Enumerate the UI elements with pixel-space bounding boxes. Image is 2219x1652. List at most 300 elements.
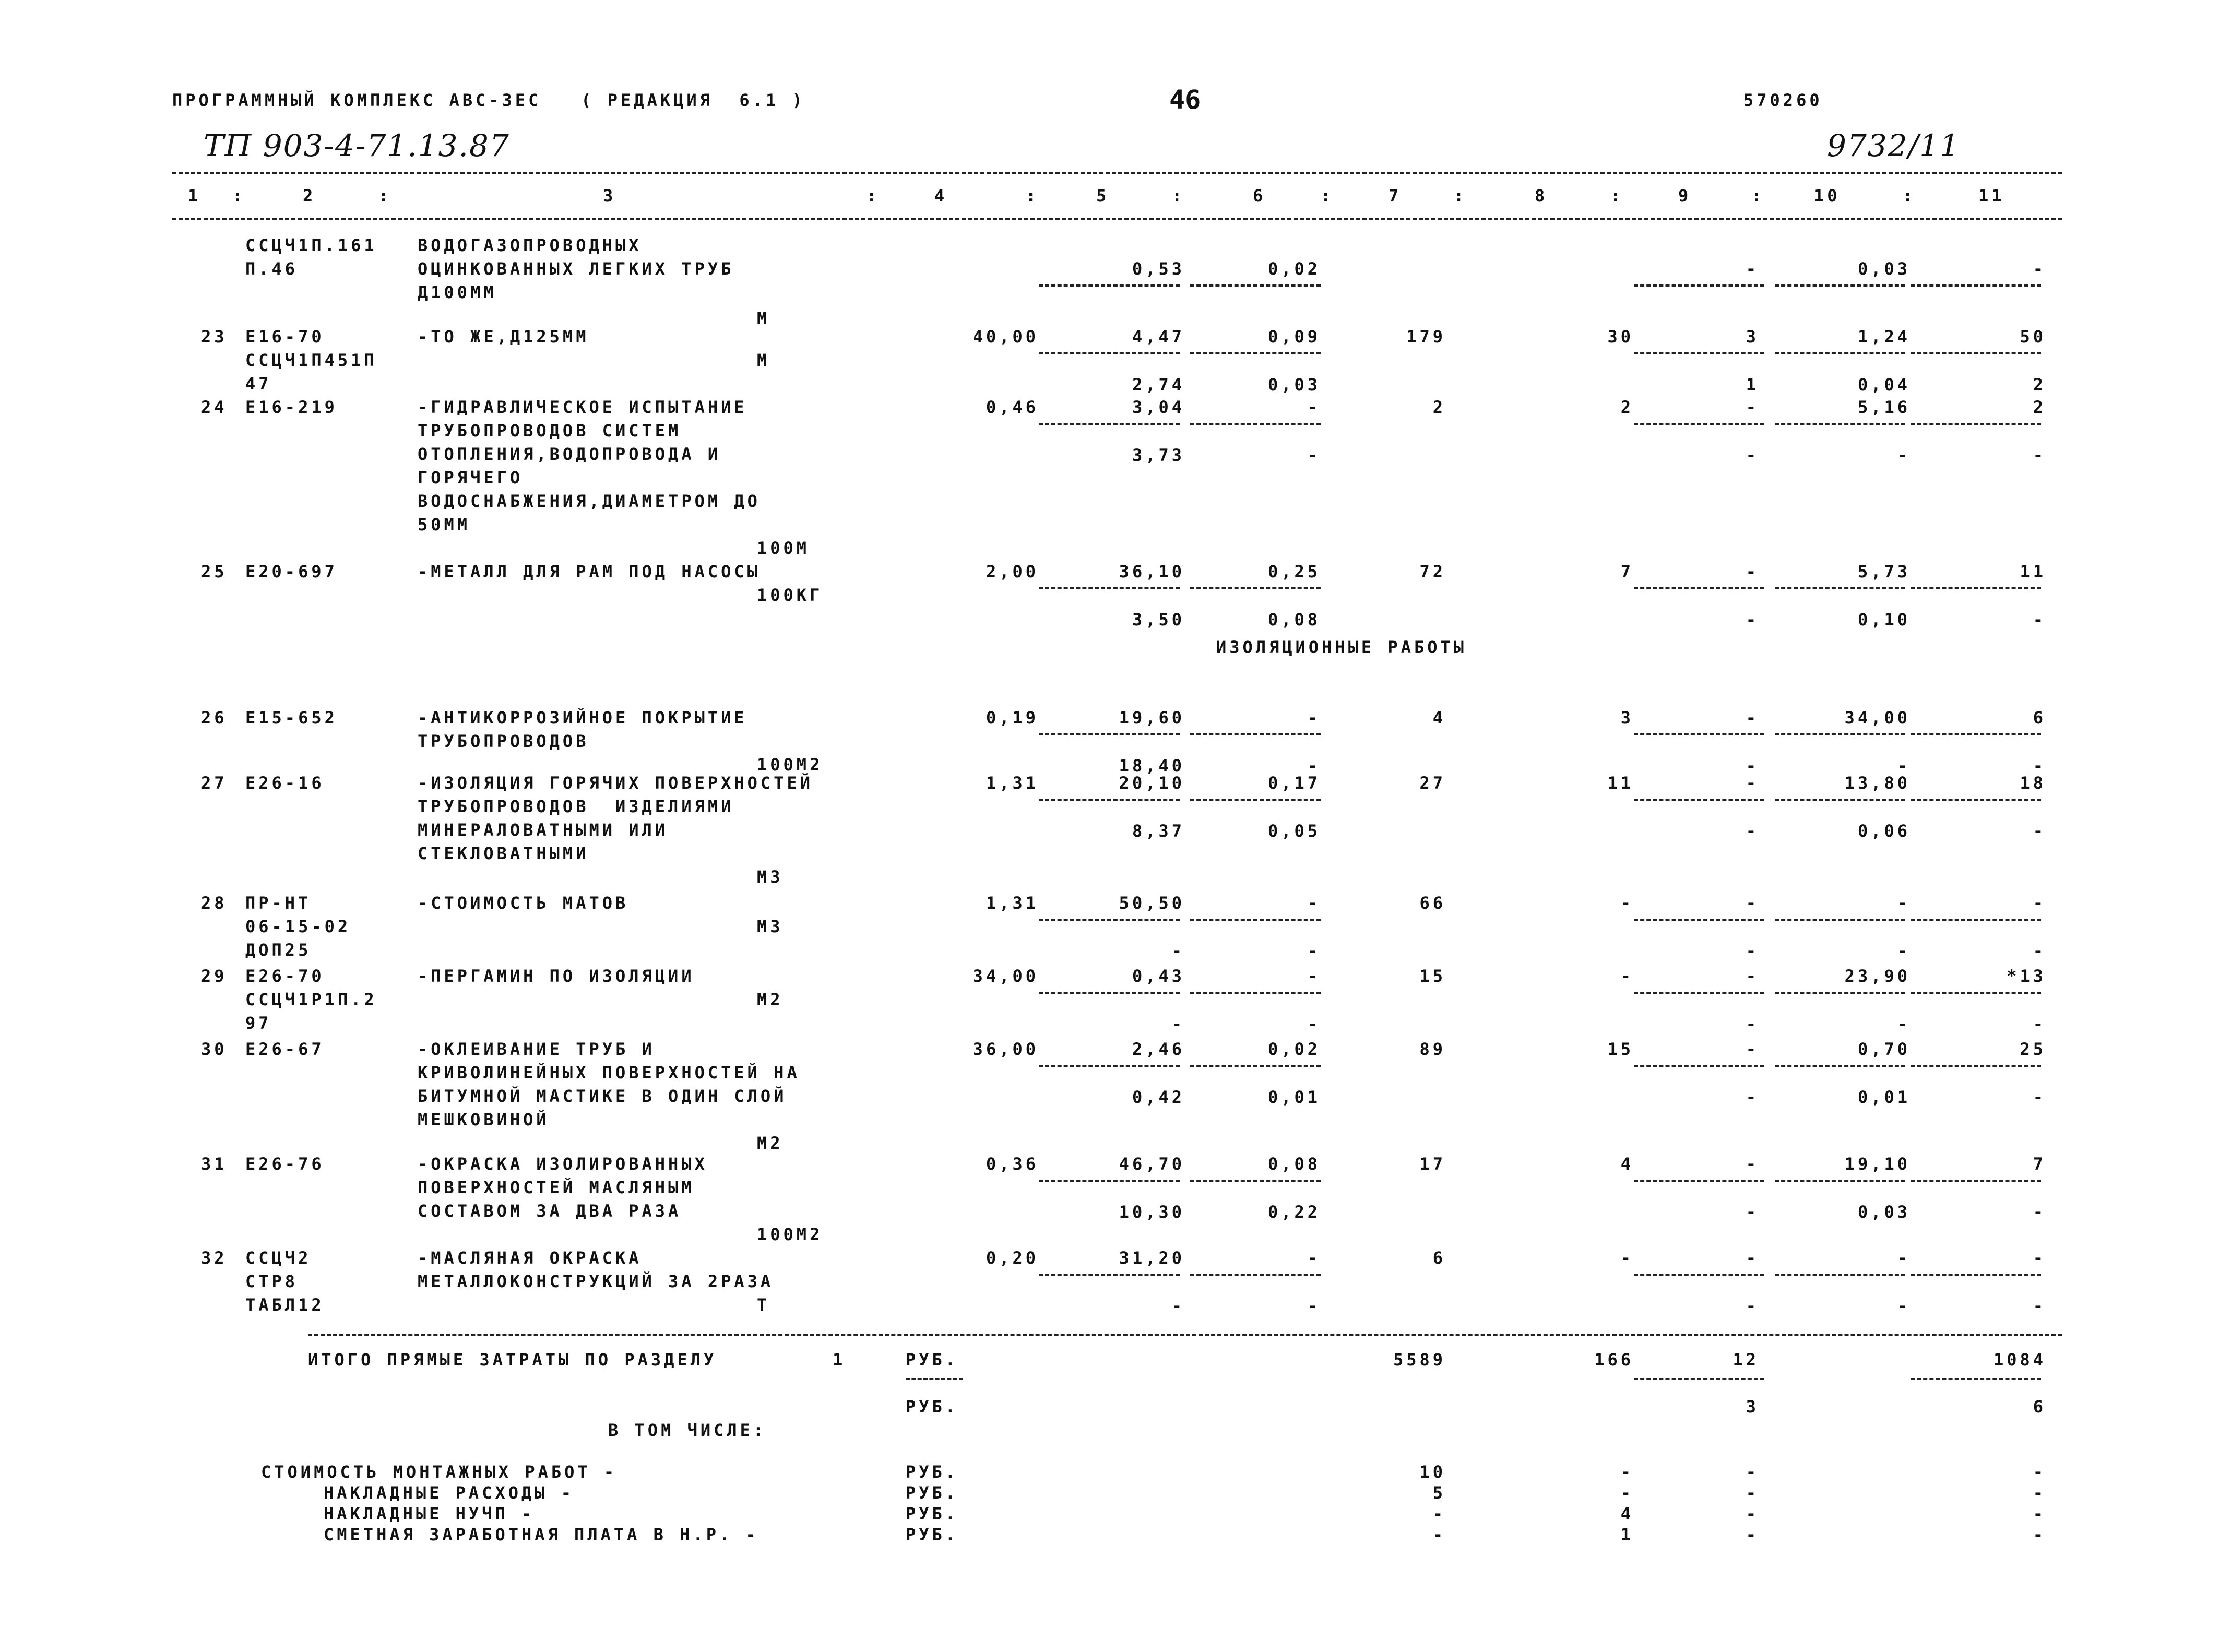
row-col11-rule <box>1911 799 2041 801</box>
row-col11-rule <box>1911 423 2041 425</box>
row-sub-c5: - <box>1171 1014 1185 1034</box>
summary-unit: РУБ. <box>906 1525 959 1544</box>
row-c4: 40,00 <box>972 327 1039 347</box>
row-c5: 0,53 <box>1132 259 1185 279</box>
row-description: -ТО ЖЕ,Д125ММ <box>418 327 589 347</box>
row-col10-rule <box>1775 1065 1905 1067</box>
row-col6-rule <box>1190 423 1321 425</box>
column-header-cell: 11 <box>1978 186 2005 206</box>
row-unit: 100М2 <box>757 1225 823 1244</box>
row-code: Е26-16 <box>245 773 325 793</box>
row-col10-rule <box>1775 919 1905 921</box>
row-description: -ПЕРГАМИН ПО ИЗОЛЯЦИИ <box>418 966 695 986</box>
row-c6: - <box>1307 966 1321 986</box>
row-c6: - <box>1307 893 1321 913</box>
row-c11: 25 <box>2020 1039 2046 1059</box>
row-col10-rule <box>1775 587 1905 589</box>
row-c9: 3 <box>1746 327 1759 347</box>
row-sub-c10: 0,06 <box>1857 821 1911 841</box>
summary-col11: - <box>2033 1504 2046 1524</box>
row-c9: - <box>1746 893 1759 913</box>
row-code: ССЦЧ2 <box>245 1248 312 1268</box>
row-number: 30 <box>201 1039 228 1059</box>
summary-col11: - <box>2033 1525 2046 1544</box>
row-c7: 15 <box>1419 966 1446 986</box>
row-c11: 50 <box>2020 327 2046 347</box>
row-sub-c9: 1 <box>1746 375 1759 395</box>
row-col6-rule <box>1190 587 1321 589</box>
summary-col7: - <box>1432 1525 1446 1544</box>
row-c10: 5,16 <box>1857 397 1911 417</box>
row-description: ВОДОГАЗОПРОВОДНЫХ <box>418 235 642 255</box>
row-sub-c11: - <box>2033 941 2046 961</box>
row-sub-c10: - <box>1897 756 1911 776</box>
row-c7: 2 <box>1432 397 1446 417</box>
row-sub-c5: 10,30 <box>1119 1202 1185 1222</box>
row-description: МЕШКОВИНОЙ <box>418 1110 550 1130</box>
including-label: В ТОМ ЧИСЛЕ: <box>608 1420 767 1440</box>
totals-unit-rule <box>906 1378 963 1380</box>
row-col5-rule <box>1039 992 1180 994</box>
column-header-cell: 1 <box>188 186 201 206</box>
totals-col8: 166 <box>1594 1350 1634 1370</box>
row-number: 23 <box>201 327 228 347</box>
row-sub-c11: - <box>2033 610 2046 629</box>
row-col9-rule <box>1634 1180 1764 1182</box>
summary-label: СМЕТНАЯ ЗАРАБОТНАЯ ПЛАТА В Н.Р. - <box>324 1525 759 1544</box>
row-number: 27 <box>201 773 228 793</box>
row-c4: 34,00 <box>972 966 1039 986</box>
row-description: СОСТАВОМ ЗА ДВА РАЗА <box>418 1201 682 1221</box>
row-code: ССЦЧ1П451П <box>245 350 377 370</box>
row-c7: 17 <box>1419 1154 1446 1174</box>
row-description: КРИВОЛИНЕЙНЫХ ПОВЕРХНОСТЕЙ НА <box>418 1063 800 1083</box>
row-description: Д100ММ <box>418 282 497 302</box>
row-c10: 1,24 <box>1857 327 1911 347</box>
row-c5: 20,10 <box>1119 773 1185 793</box>
row-c9: - <box>1746 1154 1759 1174</box>
row-description: -ОКЛЕИВАНИЕ ТРУБ И <box>418 1039 655 1059</box>
row-sub-c9: - <box>1746 756 1759 776</box>
totals-col9-rule <box>1634 1378 1764 1380</box>
row-col11-rule <box>1911 284 2041 287</box>
row-c7: 4 <box>1432 708 1446 728</box>
row-c10: 19,10 <box>1844 1154 1911 1174</box>
row-c10: 0,70 <box>1857 1039 1911 1059</box>
row-code: СТР8 <box>245 1271 299 1291</box>
row-sub-c6: 0,05 <box>1267 821 1321 841</box>
row-description: ПОВЕРХНОСТЕЙ МАСЛЯНЫМ <box>418 1178 695 1197</box>
row-description: ВОДОСНАБЖЕНИЯ,ДИАМЕТРОМ ДО <box>418 491 761 511</box>
row-sub-c5: 8,37 <box>1132 821 1185 841</box>
row-sub-c6: 0,08 <box>1267 610 1321 629</box>
totals-unit-2: РУБ. <box>906 1397 959 1417</box>
row-col5-rule <box>1039 587 1180 589</box>
row-c10: - <box>1897 1248 1911 1268</box>
row-col9-rule <box>1634 992 1764 994</box>
row-description: -ГИДРАВЛИЧЕСКОЕ ИСПЫТАНИЕ <box>418 397 747 417</box>
row-description: СТЕКЛОВАТНЫМИ <box>418 843 589 863</box>
column-header-cell: 10 <box>1814 186 1841 206</box>
row-c7: 66 <box>1419 893 1446 913</box>
row-c9: - <box>1746 773 1759 793</box>
row-col5-rule <box>1039 284 1180 287</box>
row-col10-rule <box>1775 799 1905 801</box>
row-code: ССЦЧ1П.161 <box>245 235 377 255</box>
row-col11-rule <box>1911 919 2041 921</box>
row-code: Е26-67 <box>245 1039 325 1059</box>
row-c5: 0,43 <box>1132 966 1185 986</box>
row-sub-c6: - <box>1307 756 1321 776</box>
row-sub-c11: 2 <box>2033 375 2046 395</box>
row-code: Е16-219 <box>245 397 338 417</box>
row-sub-c11: - <box>2033 1296 2046 1316</box>
row-c4: 0,46 <box>986 397 1039 417</box>
row-unit: 100М2 <box>757 755 823 775</box>
album-number-handwritten: 9732/11 <box>1827 128 1960 163</box>
row-c8: - <box>1620 1248 1634 1268</box>
row-number: 28 <box>201 893 228 913</box>
row-sub-c9: - <box>1746 1296 1759 1316</box>
row-col6-rule <box>1190 992 1321 994</box>
row-sub-c6: - <box>1307 445 1321 465</box>
row-description: -ОКРАСКА ИЗОЛИРОВАННЫХ <box>418 1154 708 1174</box>
row-col6-rule <box>1190 733 1321 735</box>
row-col10-rule <box>1775 1274 1905 1276</box>
row-sub-c10: 0,03 <box>1857 1202 1911 1222</box>
row-col11-rule <box>1911 1180 2041 1182</box>
header-bottom-rule <box>172 218 2062 220</box>
row-c9: - <box>1746 562 1759 581</box>
row-description: МЕТАЛЛОКОНСТРУКЦИЙ ЗА 2РАЗА <box>418 1271 774 1291</box>
summary-col7: 10 <box>1419 1462 1446 1482</box>
row-c4: 0,19 <box>986 708 1039 728</box>
row-code: 06-15-02 <box>245 917 351 936</box>
row-col6-rule <box>1190 1180 1321 1182</box>
row-code: Е26-70 <box>245 966 325 986</box>
row-col5-rule <box>1039 423 1180 425</box>
row-c10: 23,90 <box>1844 966 1911 986</box>
row-unit: М3 <box>757 867 784 887</box>
row-col5-rule <box>1039 733 1180 735</box>
row-sub-c10: 0,01 <box>1857 1087 1911 1107</box>
row-c11: - <box>2033 1248 2046 1268</box>
row-code: ДОП25 <box>245 940 312 960</box>
row-c6: - <box>1307 708 1321 728</box>
summary-col8: 1 <box>1620 1525 1634 1544</box>
row-code: ССЦЧ1Р1П.2 <box>245 990 377 1009</box>
row-number: 31 <box>201 1154 228 1174</box>
row-description: -СТОИМОСТЬ МАТОВ <box>418 893 629 913</box>
summary-col7: 5 <box>1432 1483 1446 1503</box>
row-c8: 11 <box>1607 773 1634 793</box>
row-col11-rule <box>1911 587 2041 589</box>
totals-col9-b: 3 <box>1746 1397 1759 1417</box>
row-col9-rule <box>1634 919 1764 921</box>
row-c8: - <box>1620 893 1634 913</box>
row-col11-rule <box>1911 352 2041 354</box>
row-number: 25 <box>201 562 228 581</box>
row-c11: *13 <box>2007 966 2046 986</box>
row-c4: 1,31 <box>986 773 1039 793</box>
row-c8: - <box>1620 966 1634 986</box>
row-c8: 30 <box>1607 327 1634 347</box>
row-sub-c5: 18,40 <box>1119 756 1185 776</box>
row-sub-c5: 3,50 <box>1132 610 1185 629</box>
row-description: ОТОПЛЕНИЯ,ВОДОПРОВОДА И <box>418 444 721 464</box>
row-c10: 5,73 <box>1857 562 1911 581</box>
row-c9: - <box>1746 1039 1759 1059</box>
row-description: -ИЗОЛЯЦИЯ ГОРЯЧИХ ПОВЕРХНОСТЕЙ <box>418 773 813 793</box>
row-code: ПР-НТ <box>245 893 312 913</box>
column-header-cell: 5 <box>1096 186 1110 206</box>
row-col9-rule <box>1634 423 1764 425</box>
program-header: ПРОГРАММНЫЙ КОМПЛЕКС АВС-3ЕС ( РЕДАКЦИЯ 6.1 ) <box>172 90 805 110</box>
row-c6: - <box>1307 397 1321 417</box>
column-header-cell: 9 <box>1678 186 1692 206</box>
row-col5-rule <box>1039 1180 1180 1182</box>
row-unit: М <box>757 350 770 370</box>
row-unit: М2 <box>757 990 784 1009</box>
row-sub-c11: - <box>2033 1202 2046 1222</box>
row-sub-c6: - <box>1307 1014 1321 1034</box>
row-description: БИТУМНОЙ МАСТИКЕ В ОДИН СЛОЙ <box>418 1086 787 1106</box>
row-c5: 46,70 <box>1119 1154 1185 1174</box>
row-sub-c6: 0,03 <box>1267 375 1321 395</box>
summary-col8: 4 <box>1620 1504 1634 1524</box>
row-code: ТАБЛ12 <box>245 1295 325 1315</box>
row-unit: 100М <box>757 538 810 558</box>
row-c8: 4 <box>1620 1154 1634 1174</box>
row-col5-rule <box>1039 799 1180 801</box>
column-header-cell: : <box>1321 186 1334 206</box>
row-col9-rule <box>1634 733 1764 735</box>
row-sub-c9: - <box>1746 610 1759 629</box>
summary-col7: - <box>1432 1504 1446 1524</box>
totals-col11-b: 6 <box>2033 1397 2046 1417</box>
row-c8: 15 <box>1607 1039 1634 1059</box>
row-description: -АНТИКОРРОЗИЙНОЕ ПОКРЫТИЕ <box>418 708 747 728</box>
row-unit: М2 <box>757 1133 784 1153</box>
summary-unit: РУБ. <box>906 1504 959 1524</box>
row-col6-rule <box>1190 352 1321 354</box>
column-header-cell: : <box>1751 186 1765 206</box>
row-c11: 18 <box>2020 773 2046 793</box>
row-c5: 4,47 <box>1132 327 1185 347</box>
row-col9-rule <box>1634 587 1764 589</box>
row-sub-c10: - <box>1897 1014 1911 1034</box>
totals-rule <box>308 1334 2062 1336</box>
row-sub-c9: - <box>1746 821 1759 841</box>
row-c4: 0,36 <box>986 1154 1039 1174</box>
column-header-cell: 3 <box>603 186 616 206</box>
row-code: 97 <box>245 1013 272 1033</box>
row-description: ТРУБОПРОВОДОВ ИЗДЕЛИЯМИ <box>418 797 734 816</box>
row-c8: 7 <box>1620 562 1634 581</box>
column-header-cell: : <box>232 186 246 206</box>
row-c9: - <box>1746 1248 1759 1268</box>
column-header-cell: : <box>1903 186 1916 206</box>
row-c6: 0,02 <box>1267 259 1321 279</box>
column-header-cell: 6 <box>1253 186 1266 206</box>
row-sub-c10: - <box>1897 445 1911 465</box>
row-c6: - <box>1307 1248 1321 1268</box>
column-header-cell: 7 <box>1389 186 1402 206</box>
row-sub-c10: 0,10 <box>1857 610 1911 629</box>
row-col10-rule <box>1775 423 1905 425</box>
totals-label: ИТОГО ПРЯМЫЕ ЗАТРАТЫ ПО РАЗДЕЛУ <box>308 1350 717 1370</box>
row-col10-rule <box>1775 992 1905 994</box>
row-col10-rule <box>1775 284 1905 287</box>
row-c7: 6 <box>1432 1248 1446 1268</box>
row-sub-c5: 0,42 <box>1132 1087 1185 1107</box>
row-sub-c11: - <box>2033 756 2046 776</box>
row-sub-c9: - <box>1746 1202 1759 1222</box>
column-header-cell: : <box>1610 186 1624 206</box>
row-code: Е26-76 <box>245 1154 325 1174</box>
row-code: Е20-697 <box>245 562 338 581</box>
row-col11-rule <box>1911 1274 2041 1276</box>
row-sub-c10: - <box>1897 941 1911 961</box>
summary-col9: - <box>1746 1462 1759 1482</box>
row-col5-rule <box>1039 919 1180 921</box>
row-sub-c9: - <box>1746 941 1759 961</box>
header-top-rule <box>172 172 2062 174</box>
row-c5: 31,20 <box>1119 1248 1185 1268</box>
row-c11: - <box>2033 893 2046 913</box>
row-col5-rule <box>1039 1274 1180 1276</box>
row-description: -МАСЛЯНАЯ ОКРАСКА <box>418 1248 642 1268</box>
summary-label: НАКЛАДНЫЕ РАСХОДЫ - <box>324 1483 575 1503</box>
row-col6-rule <box>1190 284 1321 287</box>
summary-label: СТОИМОСТЬ МОНТАЖНЫХ РАБОТ - <box>261 1462 618 1482</box>
row-sub-c9: - <box>1746 1014 1759 1034</box>
row-col10-rule <box>1775 733 1905 735</box>
row-c9: - <box>1746 966 1759 986</box>
row-code: Е16-70 <box>245 327 325 347</box>
row-sub-c5: - <box>1171 1296 1185 1316</box>
row-sub-c11: - <box>2033 1014 2046 1034</box>
row-c4: 2,00 <box>986 562 1039 581</box>
row-c6: 0,02 <box>1267 1039 1321 1059</box>
row-c11: 7 <box>2033 1154 2046 1174</box>
totals-section-no: 1 <box>833 1350 846 1370</box>
row-col9-rule <box>1634 1274 1764 1276</box>
row-sub-c9: - <box>1746 1087 1759 1107</box>
project-number-handwritten: ТП 903-4-71.13.87 <box>204 128 510 163</box>
row-col9-rule <box>1634 284 1764 287</box>
row-sub-c5: 3,73 <box>1132 445 1185 465</box>
row-number: 24 <box>201 397 228 417</box>
row-c11: 2 <box>2033 397 2046 417</box>
row-description: МИНЕРАЛОВАТНЫМИ ИЛИ <box>418 820 669 840</box>
row-c9: - <box>1746 397 1759 417</box>
row-col5-rule <box>1039 352 1180 354</box>
row-description: ТРУБОПРОВОДОВ СИСТЕМ <box>418 421 682 441</box>
row-col9-rule <box>1634 799 1764 801</box>
row-c5: 50,50 <box>1119 893 1185 913</box>
row-code: 47 <box>245 374 272 394</box>
row-c7: 72 <box>1419 562 1446 581</box>
summary-col9: - <box>1746 1483 1759 1503</box>
column-header-cell: : <box>1026 186 1039 206</box>
row-sub-c10: - <box>1897 1296 1911 1316</box>
totals-col11: 1084 <box>1993 1350 2046 1370</box>
totals-col9: 12 <box>1733 1350 1759 1370</box>
row-c10: 0,03 <box>1857 259 1911 279</box>
row-sub-c6: 0,22 <box>1267 1202 1321 1222</box>
row-sub-c6: - <box>1307 1296 1321 1316</box>
row-code: Е15-652 <box>245 708 338 728</box>
row-description: ГОРЯЧЕГО <box>418 468 524 488</box>
row-c5: 3,04 <box>1132 397 1185 417</box>
row-c7: 89 <box>1419 1039 1446 1059</box>
row-col9-rule <box>1634 1065 1764 1067</box>
row-col6-rule <box>1190 799 1321 801</box>
totals-unit: РУБ. <box>906 1350 959 1370</box>
row-sub-c11: - <box>2033 445 2046 465</box>
row-c11: 6 <box>2033 708 2046 728</box>
row-sub-c11: - <box>2033 1087 2046 1107</box>
column-header-cell: 8 <box>1535 186 1548 206</box>
column-header-cell: 4 <box>934 186 948 206</box>
column-header-cell: : <box>867 186 880 206</box>
row-c11: - <box>2033 259 2046 279</box>
row-code: П.46 <box>245 259 299 279</box>
row-sub-c5: 2,74 <box>1132 375 1185 395</box>
row-c4: 0,20 <box>986 1248 1039 1268</box>
summary-unit: РУБ. <box>906 1462 959 1482</box>
row-number: 32 <box>201 1248 228 1268</box>
row-sub-c6: 0,01 <box>1267 1087 1321 1107</box>
row-description: ТРУБОПРОВОДОВ <box>418 731 589 751</box>
row-col10-rule <box>1775 1180 1905 1182</box>
column-header-cell: : <box>1172 186 1185 206</box>
row-unit: Т <box>757 1295 770 1315</box>
row-sub-c6: - <box>1307 941 1321 961</box>
row-c10: 34,00 <box>1844 708 1911 728</box>
row-sub-c9: - <box>1746 445 1759 465</box>
row-c6: 0,08 <box>1267 1154 1321 1174</box>
row-description: -МЕТАЛЛ ДЛЯ РАМ ПОД НАСОСЫ <box>418 562 761 581</box>
row-col11-rule <box>1911 733 2041 735</box>
totals-col7: 5589 <box>1393 1350 1446 1370</box>
row-sub-c11: - <box>2033 821 2046 841</box>
row-c9: - <box>1746 708 1759 728</box>
row-number: 29 <box>201 966 228 986</box>
row-sub-c5: - <box>1171 941 1185 961</box>
row-unit: М3 <box>757 917 784 936</box>
row-c5: 2,46 <box>1132 1039 1185 1059</box>
summary-unit: РУБ. <box>906 1483 959 1503</box>
row-number: 26 <box>201 708 228 728</box>
row-c6: 0,25 <box>1267 562 1321 581</box>
row-c5: 19,60 <box>1119 708 1185 728</box>
column-header-cell: : <box>378 186 392 206</box>
summary-col9: - <box>1746 1525 1759 1544</box>
row-description: ОЦИНКОВАННЫХ ЛЕГКИХ ТРУБ <box>418 259 734 279</box>
row-c9: - <box>1746 259 1759 279</box>
section-title: ИЗОЛЯЦИОННЫЕ РАБОТЫ <box>1216 637 1467 657</box>
row-c4: 1,31 <box>986 893 1039 913</box>
document-code: 570260 <box>1743 90 1823 110</box>
row-col6-rule <box>1190 919 1321 921</box>
row-c7: 179 <box>1406 327 1446 347</box>
page-number: 46 <box>1169 85 1201 115</box>
column-header-cell: 2 <box>303 186 316 206</box>
row-c4: 36,00 <box>972 1039 1039 1059</box>
row-unit: М <box>757 308 770 328</box>
